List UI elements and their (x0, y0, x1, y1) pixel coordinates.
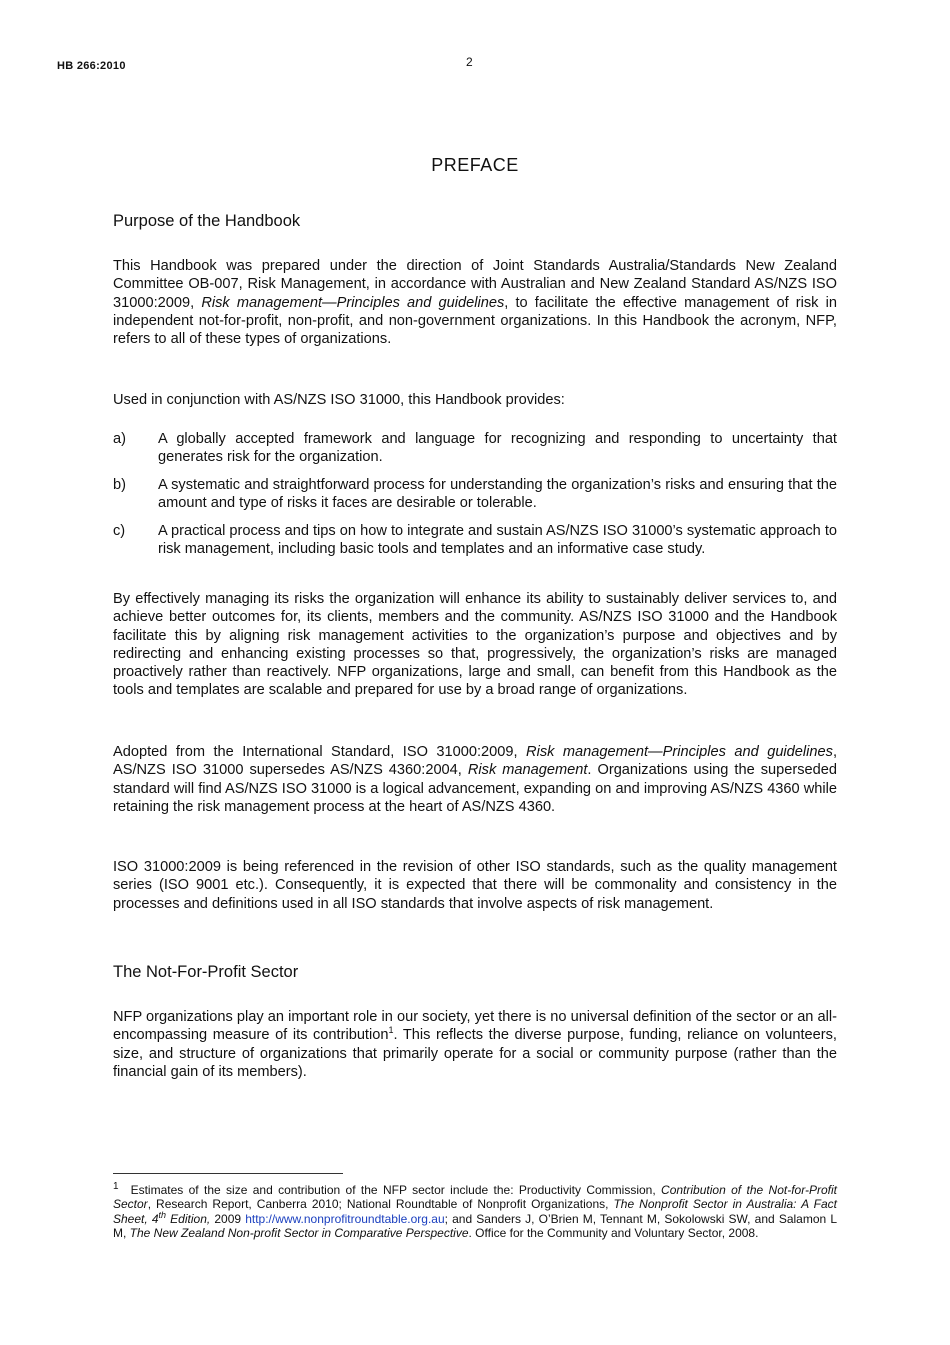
document-id: HB 266:2010 (57, 60, 126, 72)
list-label: c) (113, 523, 126, 539)
list-item-c (113, 522, 837, 559)
list-label: a) (113, 431, 126, 447)
page-number: 2 (466, 55, 473, 69)
footnote: $^1$ Estimates of the size and contribution of the NFP sector include the: Productivity Commission, Contribution of the Not-for-Profit Sector, Research Report, Canberra 2010; National Roundtable of Nonprofit Organizations, The Nonprofit Sector in Australia: A Fact Sheet, 4th Edition, 2009 http://www.nonprofitroundtable.org.au; and Sanders J, O’Brien M, Tennant M, Sokolowski SW, and Salamon L M, The New Zealand Non-profit Sector in Comparative Perspective. Office for the Community and Voluntary Sector, 2008. (113, 1181, 838, 1240)
list-text: A systematic and straightforward process for understanding the organization’s risks and ensuring that the amount and type of risks it faces are desirable or tolerable. (158, 477, 837, 512)
list-text: A practical process and tips on how to integrate and sustain AS/NZS ISO 31000’s systematic approach to risk management, including basic tools and templates and an informative case study. (158, 523, 837, 558)
paragraph-nfp-role: NFP organizations play an important role in our society, yet there is no universal definition of the sector or an all-encompassing measure of its contribution$^1$. This reflects the diverse purpose, funding, reliance on volunteers, size, and structure of organizations that primarily operate for a social or community purpose (rather than the financial gain of its members). (113, 1009, 837, 1080)
list-item-a (113, 430, 837, 467)
footnote-link[interactable]: http://www.nonprofitroundtable.org.au (245, 1211, 445, 1226)
paragraph-provides: Used in conjunction with AS/NZS ISO 31000, this Handbook provides: (113, 392, 565, 408)
paragraph-adoption: Adopted from the International Standard, ISO 31000:2009, Risk management—Principles and guidelines, AS/NZS ISO 31000 supersedes AS/NZS 4360:2004, Risk management. Organizations using the superseded standard will find AS/NZS ISO 31000 is a logical advancement, expanding on and improving AS/NZS 4360 while retaining the risk management process at the heart of AS/NZS 4360. (113, 744, 837, 815)
paragraph-benefits: By effectively managing its risks the organization will enhance its ability to sustainably deliver services to, and achieve better outcomes for, its clients, members and the community. AS/NZS ISO 31000 and the Handbook facilitate this by aligning risk management activities to the organization’s purpose and objectives and by redirecting and enhancing existing processes so that, progressively, the organization’s risks are managed proactively rather than reactively. NFP organizations, large and small, can benefit from this Handbook as the tools and templates are scalable and prepared for use by a broad range of organizations. (113, 591, 837, 699)
list-label: b) (113, 477, 126, 493)
page-title: PREFACE (431, 155, 519, 175)
section-heading-nfp-sector: The Not-For-Profit Sector (113, 963, 299, 981)
footnote-marker: 1 (113, 1181, 119, 1192)
list-item-b (113, 476, 837, 513)
list-text: A globally accepted framework and language for recognizing and responding to uncertainty that generates risk for the organization. (158, 431, 837, 466)
paragraph-intro: This Handbook was prepared under the direction of Joint Standards Australia/Standards New Zealand Committee OB-007, Risk Management, in accordance with Australian and New Zealand Standard AS/NZS ISO 31000:2009, Risk management—Principles and guidelines, to facilitate the effective management of risk in independent not-for-profit, non-profit, and non-government organizations. In this Handbook the acronym, NFP, refers to all of these types of organizations. (113, 258, 837, 348)
footnote-separator (113, 1173, 343, 1174)
footnote-reference[interactable]: 1 (388, 1025, 394, 1036)
section-heading-purpose: Purpose of the Handbook (113, 212, 301, 230)
paragraph-iso-references: ISO 31000:2009 is being referenced in the revision of other ISO standards, such as the quality management series (ISO 9001 etc.). Consequently, it is expected that there will be commonality and consistency in the processes and definitions used in all ISO standards that involve aspects of risk management. (113, 859, 837, 912)
